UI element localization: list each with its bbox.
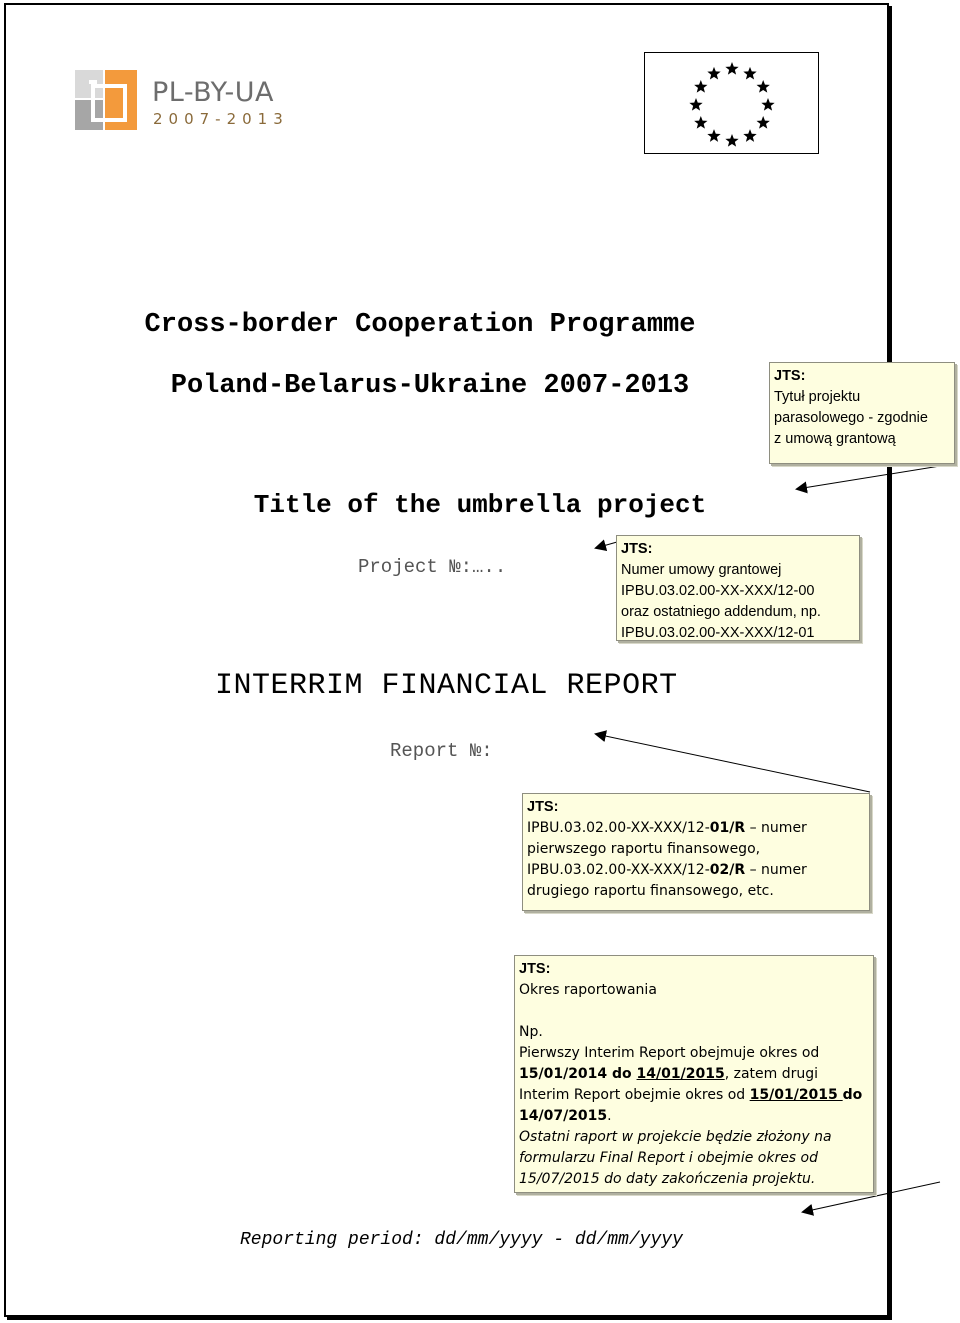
note-line: Numer umowy grantowej <box>621 562 782 578</box>
note-heading: JTS: <box>774 368 806 384</box>
note-text: – numer <box>745 862 807 878</box>
note-bold: 15/01/2014 do <box>519 1066 637 1082</box>
comment-period-note[interactable] <box>514 955 874 1193</box>
arrow-contract-note <box>596 542 617 548</box>
note-bold: 14/07/2015 <box>519 1108 608 1124</box>
note-heading: JTS: <box>519 961 551 977</box>
note-bold-underlined: 14/01/2015 <box>636 1066 725 1082</box>
note-line: Np. <box>519 1024 543 1040</box>
arrow-title-note <box>797 466 940 489</box>
note-line: parasolowego - zgodnie <box>774 410 928 426</box>
report-number: Report №: <box>390 740 493 762</box>
note-line: Ostatni raport w projekcie będzie złożony na <box>519 1129 832 1145</box>
logo-name: PL-BY-UA <box>152 77 274 108</box>
note-bold: do <box>842 1087 863 1103</box>
note-line: oraz ostatniego addendum, np. <box>621 604 821 620</box>
note-heading: JTS: <box>621 541 653 557</box>
note-line: Tytuł projektu <box>774 389 861 405</box>
note-line: drugiego raportu finansowego, etc. <box>527 883 774 899</box>
note-bold: 01/R <box>709 820 746 836</box>
note-bold: 02/R <box>709 862 746 878</box>
reporting-period: Reporting period: dd/mm/yyyy - dd/mm/yyyy <box>240 1230 683 1250</box>
comment-title-note[interactable] <box>769 362 955 464</box>
note-text: IPBU.03.02.00-XX-XXX/12- <box>527 862 710 878</box>
note-line: IPBU.03.02.00-XX-XXX/12-01 <box>621 625 815 641</box>
note-line: formularzu Final Report i obejmie okres od <box>519 1150 819 1166</box>
note-text: IPBU.03.02.00-XX-XXX/12- <box>527 820 710 836</box>
note-heading: JTS: <box>527 799 559 815</box>
programme-title: Cross-border Cooperation Programme <box>144 310 696 340</box>
arrow-report-note <box>596 734 870 792</box>
note-line: 15/07/2015 do daty zakończenia projektu. <box>519 1171 816 1187</box>
note-text: . <box>607 1108 612 1124</box>
note-line: Okres raportowania <box>519 982 657 998</box>
note-line: Pierwszy Interim Report obejmuje okres od <box>519 1045 820 1061</box>
project-number: Project №:….. <box>358 556 507 578</box>
report-title: INTERRIM FINANCIAL REPORT <box>215 669 678 703</box>
note-bold-underlined: 15/01/2015 <box>749 1087 843 1103</box>
comment-contract-note[interactable] <box>616 535 860 641</box>
logo-years: 2007-2013 <box>153 110 289 128</box>
umbrella-project-title: Title of the umbrella project <box>253 490 707 520</box>
note-line: pierwszego raportu finansowego, <box>527 841 761 857</box>
note-text: Interim Report obejmie okres od <box>519 1087 750 1103</box>
programme-subtitle: Poland-Belarus-Ukraine 2007-2013 <box>170 371 690 401</box>
comment-report-note[interactable] <box>522 793 870 911</box>
note-text: – numer <box>745 820 807 836</box>
note-text: , zatem drugi <box>724 1066 819 1082</box>
note-line: IPBU.03.02.00-XX-XXX/12-00 <box>621 583 815 599</box>
note-line: z umową grantową <box>774 431 896 447</box>
